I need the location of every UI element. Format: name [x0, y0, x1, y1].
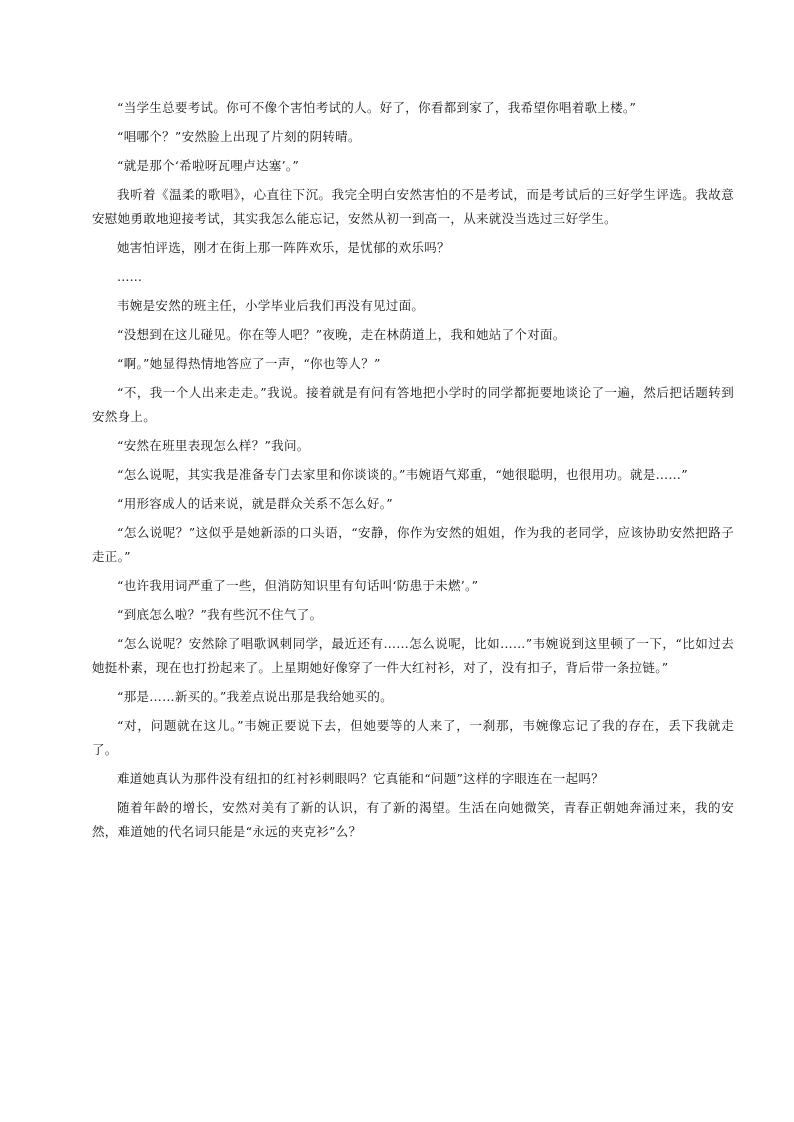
- paragraph: “没想到在这儿碰见。你在等人吧？”夜晚，走在林荫道上，我和她站了个对面。: [117, 327, 566, 342]
- paragraph: “那是……新买的。”我差点说出那是我给她买的。: [117, 689, 393, 704]
- paragraph: 随着年龄的增长，安然对美有了新的认识，有了新的渴望。生活在向她微笑，青春正朝她奔涌过来，我的安然，难道她的代名词只能是“永远的夹克衫”么？: [92, 800, 734, 839]
- paragraph: “就是那个‘希啦呀瓦哩卢达塞’。”: [117, 158, 300, 173]
- paragraph: 她害怕评选，刚才在街上那一阵阵欢乐，是忧郁的欢乐吗？: [117, 240, 450, 255]
- paragraph: “对，问题就在这儿。”韦婉正要说下去，但她要等的人来了，一刹那，韦婉像忘记了我的存在，丢下我就走了。: [92, 718, 734, 757]
- paragraph: 韦婉是安然的班主任，小学毕业后我们再没有见过面。: [117, 298, 425, 313]
- paragraph: “怎么说呢，其实我是准备专门去家里和你谈谈的。”韦婉语气郑重，“她很聪明，也很用功。就是……”: [117, 467, 688, 482]
- document-body: [92, 96, 734, 849]
- paragraph: “安然在班里表现怎么样？”我问。: [117, 438, 310, 453]
- paragraph: “唱哪个？”安然脸上出现了片刻的阴转晴。: [117, 129, 361, 144]
- paragraph: “怎么说呢？”这似乎是她新添的口头语，“安静，你作为安然的姐姐，作为我的老同学，应该协助安然把路子走正。”: [92, 525, 734, 564]
- paragraph: “到底怎么啦？”我有些沉不住气了。: [117, 607, 323, 622]
- paragraph: “怎么说呢？安然除了唱歌讽刺同学，最近还有……怎么说呢，比如……”韦婉说到这里顿了一下，“比如过去她挺朴素，现在也打扮起来了。上星期她好像穿了一件大红衬衫，对了，没有扣子，背后带一条拉链。”: [92, 636, 734, 675]
- paragraph: “也许我用词严重了一些，但消防知识里有句话叫‘防患于未燃’。”: [117, 578, 479, 593]
- paragraph: 我听着《温柔的歌唱》，心直往下沉。我完全明白安然害怕的不是考试，而是考试后的三好学生评选。我故意安慰她勇敢地迎接考试，其实我怎么能忘记，安然从初一到高一，从来就没当选过三好学生。: [92, 187, 734, 226]
- paragraph: 难道她真认为那件没有纽扣的红衬衫刺眼吗？它真能和“问题”这样的字眼连在一起吗？: [117, 771, 604, 786]
- paragraph: “不，我一个人出来走走。”我说。接着就是有问有答地把小学时的同学都扼要地谈论了一遍，然后把话题转到安然身上。: [92, 385, 734, 424]
- section-break: ……: [117, 269, 142, 284]
- paragraph: “当学生总要考试。你可不像个害怕考试的人。好了，你看都到家了，我希望你唱着歌上楼。”: [117, 100, 637, 115]
- paragraph: “用形容成人的话来说，就是群众关系不怎么好。”: [117, 496, 393, 511]
- paragraph: “啊。”她显得热情地答应了一声，“你也等人？”: [117, 356, 381, 371]
